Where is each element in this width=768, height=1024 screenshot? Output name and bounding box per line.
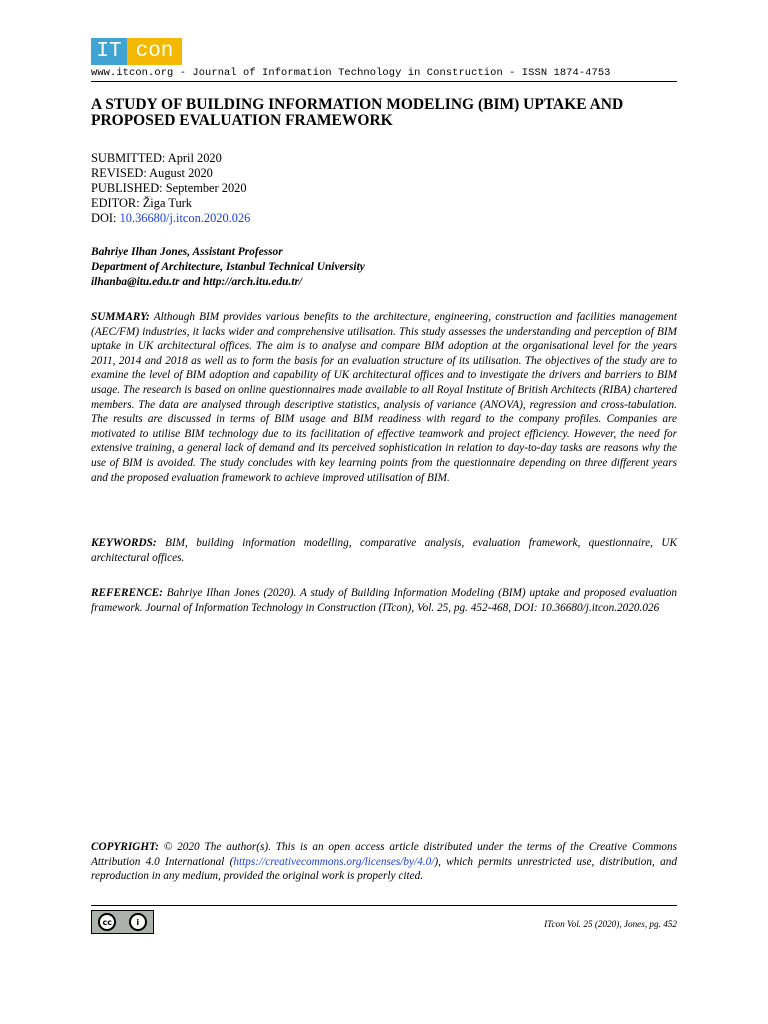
cc-by-badge[interactable] <box>91 910 154 934</box>
doi-link[interactable]: 10.36680/j.itcon.2020.026 <box>119 211 251 225</box>
summary-paragraph <box>91 310 677 485</box>
attribution-icon: i <box>129 913 147 931</box>
journal-header: www.itcon.org - Journal of Information Technology in Construction - ISSN 1874-4753 <box>91 67 611 79</box>
reference-paragraph <box>91 586 677 615</box>
author-name: Bahriye Ilhan Jones, Assistant Professor <box>91 246 283 258</box>
doi-line <box>91 211 250 226</box>
author-block <box>91 245 365 290</box>
reference-text: Bahriye Ilhan Jones (2020). A study of Building Information Modeling (BIM) uptake and proposed evaluation framework. Journal of Information Technology in Construction (ITcon), Vol. 25, pg. 452-468, DOI: 10.36680/j.itcon.2020.026 <box>91 587 677 614</box>
author-department: Department of Architecture, Istanbul Technical University <box>91 261 365 273</box>
copyright-paragraph <box>91 840 677 884</box>
summary-label: SUMMARY: <box>91 311 150 323</box>
footer-divider <box>91 905 677 906</box>
logo-it: IT <box>91 38 127 65</box>
doi-label: DOI: <box>91 211 120 225</box>
editor-name: : Žiga Turk <box>136 196 192 210</box>
submitted-date: SUBMITTED: April 2020 <box>91 151 222 165</box>
header-divider <box>91 81 677 82</box>
published-date: PUBLISHED: September 2020 <box>91 181 247 195</box>
editor-line <box>91 196 250 211</box>
keywords-text: BIM, building information modelling, comparative analysis, evaluation framework, questionnaire, UK architectural offices. <box>91 537 677 564</box>
itcon-logo[interactable] <box>91 38 182 65</box>
copyright-label: COPYRIGHT: <box>91 841 159 853</box>
copyright-text-after: ), which permits unrestricted use, distribution, and reproduction in any medium, provided the original work is properly cited. <box>91 855 677 883</box>
summary-text: Although BIM provides various benefits to the architecture, engineering, construction and facilities management (AEC/FM) industries, it lacks wider and comprehensive utilisation. This study assesses the understanding and perception of BIM uptake in UK architectural offices. The aim is to analyse and compare BIM adoption at the organisational level for the years 2011, 2014 and 2018 as well as to form the basis for an evaluation structure of its utilisation. The objectives of the study are to examine the level of BIM adoption and capability of UK architectural offices and to investigate the drivers and barriers to BIM usage. The research is based on online questionnaires made available to all Royal Institute of British Architects (RIBA) chartered members. The data are analysed through descriptive statistics, analysis of variance (ANOVA), regression and cross-tabulation. The results are discussed in terms of BIM usage and BIM readiness with regard to the company profiles. Companies are motivated to utilise BIM technology due to its facilitation of effective teamwork and project efficiency. However, the need for extensive training, a general lack of demand and its perceived sophistication in relation to day-to-day tasks are reasons why the use of BIM is avoided. The study concludes with key learning points from the questionnaire depending on three different years and the proposed evaluation framework to achieve improved utilisation of BIM. <box>91 311 677 484</box>
footer-citation: ITcon Vol. 25 (2020), Jones, pg. 452 <box>544 919 677 929</box>
publication-meta <box>91 151 250 226</box>
copyright-text-before: © 2020 The author(s). This is an open access article distributed under the terms of the Creative Commons Attribution 4.0 International ( <box>91 841 677 868</box>
editor-label: EDITOR <box>91 196 137 210</box>
cc-icon: cc <box>98 913 116 931</box>
keywords-paragraph <box>91 536 677 565</box>
logo-con: con <box>127 38 182 65</box>
license-link[interactable]: https://creativecommons.org/licenses/by/4.0/ <box>233 855 435 868</box>
reference-label: REFERENCE: <box>91 587 163 599</box>
keywords-label: KEYWORDS: <box>91 537 157 549</box>
revised-date: REVISED: August 2020 <box>91 166 213 180</box>
author-contact: ilhanba@itu.edu.tr and http://arch.itu.edu.tr/ <box>91 276 303 288</box>
paper-title: A STUDY OF BUILDING INFORMATION MODELING (BIM) UPTAKE AND PROPOSED EVALUATION FRAMEWORK <box>91 96 624 129</box>
